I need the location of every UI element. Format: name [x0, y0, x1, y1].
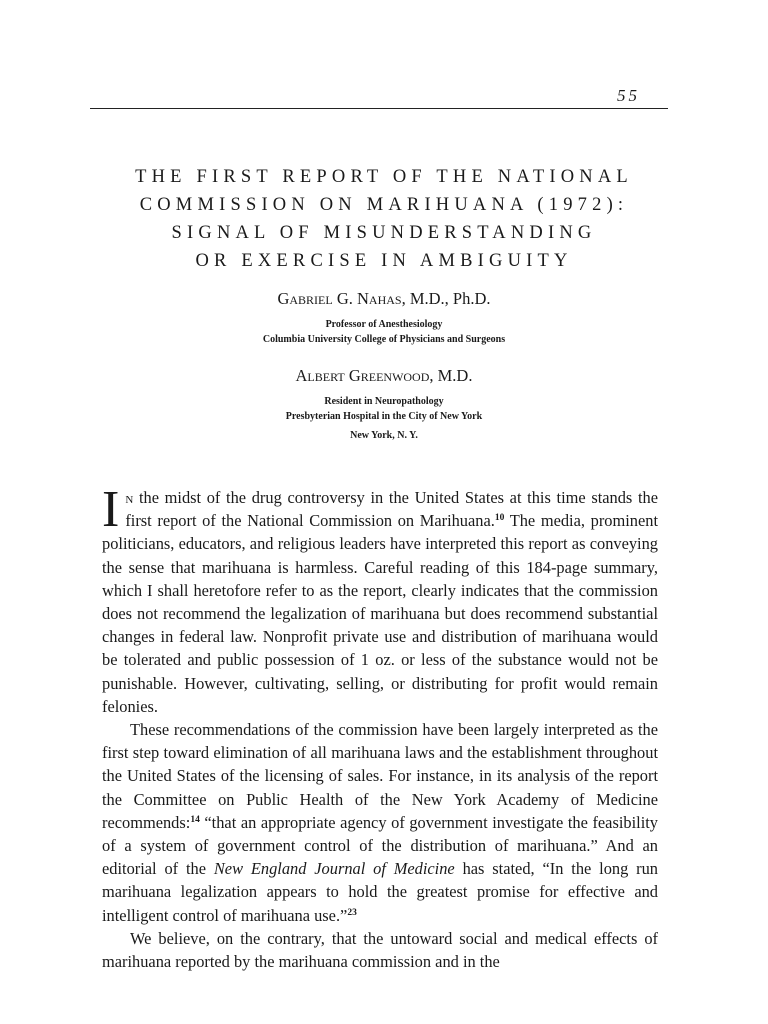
journal-title: New England Journal of Medicine [213, 859, 455, 879]
title-line: THE FIRST REPORT OF THE NATIONAL [135, 167, 633, 187]
author-name [0, 289, 768, 309]
reference-marker: 23 [347, 907, 357, 918]
paragraph [102, 718, 658, 927]
author-name [0, 366, 768, 386]
paragraph [102, 481, 658, 718]
paragraph-text: The media, prominent politicians, educators, and religious leaders have interpreted this report as conveying the sense that marihuana is harmless. Careful reading of this 184-page summary, which I shall heretofore refer to as the report, clearly indicates that the commission does not recommend the legalization of marihuana but does recommend substantial changes in federal law. Nonprofit private use and distribution of marihuana would be tolerated and public possession of 1 oz. or less of the substance would not be punishable. However, cultivating, selling, or distributing for profit would remain felonies. [102, 511, 658, 716]
paragraph-text: “that an appropriate agency of government investigate the feasibility of a system of government control of the distribution of marihuana.” And an editorial of the [102, 812, 658, 879]
author-name-text: Albert Greenwood [295, 366, 430, 385]
author-affiliation: Columbia University College of Physicians and Surgeons [262, 334, 506, 345]
author-block [0, 289, 768, 347]
author-location: New York, N. Y. [350, 430, 418, 441]
page-number: 55 [617, 86, 640, 105]
paragraph-text: has stated, “In the long run marihuana legalization appears to hold the greatest promise for effective and intelligent control of marihuana use.” [102, 859, 658, 925]
article-body [102, 481, 658, 973]
reference-marker: 10 [494, 513, 505, 524]
paragraph-text: These recommendations of the commission have been largely interpreted as the first step toward elimination of all marihuana laws and the establishment throughout the United States of the licensing of sales. For instance, in its analysis of the report the Committee on Public Health of the New York Academy of Medicine recommends: [102, 720, 658, 832]
article-title [60, 163, 708, 275]
author-affiliation: Presbyterian Hospital in the City of New York [285, 411, 483, 422]
title-line: SIGNAL OF MISUNDERSTANDING [171, 223, 597, 243]
paragraph-text: the midst of the drug controversy in the United States at this time stands the first report of the National Commission on Marihuana. [125, 488, 658, 531]
paragraph [102, 927, 658, 973]
author-degrees: , M.D., Ph.D. [401, 289, 491, 308]
header-rule [90, 108, 668, 109]
paragraph-text: We believe, on the contrary, that the untoward social and medical effects of marihuana reported by the marihuana commission and in the [102, 928, 658, 972]
author-degrees: , M.D. [429, 366, 473, 385]
author-affiliation: Resident in Neuropathology [324, 396, 444, 407]
author-affiliation: Professor of Anesthesiology [325, 319, 443, 330]
title-line: COMMISSION ON MARIHUANA (1972): [139, 195, 629, 215]
drop-cap: I [102, 481, 120, 538]
author-name-text: Gabriel G. Nahas [277, 289, 402, 308]
title-line: OR EXERCISE IN AMBIGUITY [195, 251, 573, 271]
drop-cap-continuation: n [125, 488, 134, 507]
reference-marker: 14 [190, 814, 200, 825]
author-block [0, 366, 768, 443]
